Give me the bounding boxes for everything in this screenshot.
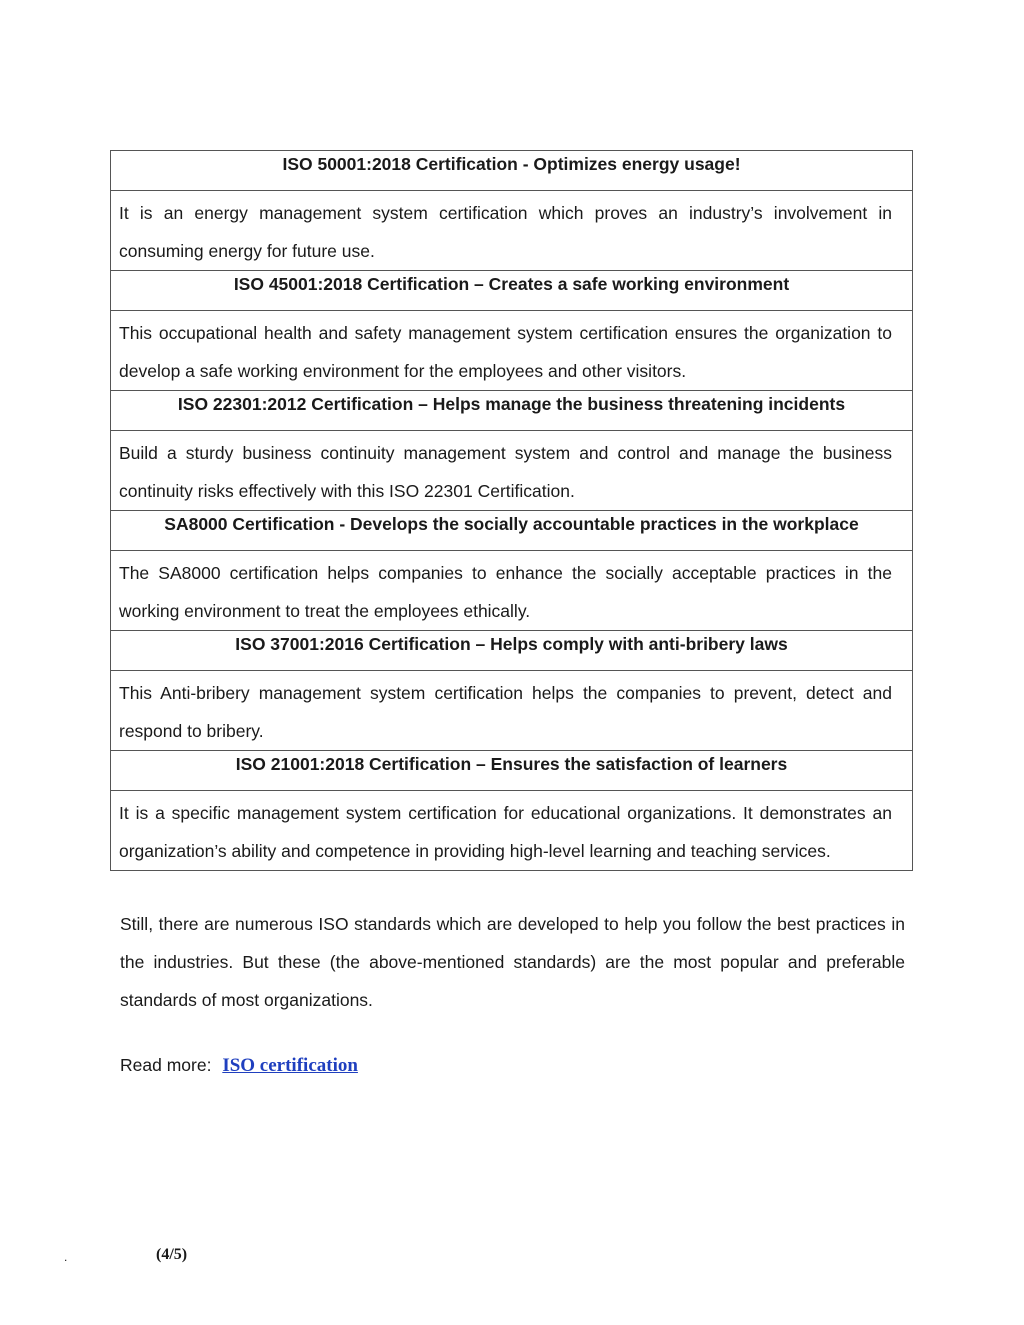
section-description: It is a specific management system certification for educational organizations. It demonstrates an organization’s ability and competence in providing high-level learning and teaching services. xyxy=(111,791,913,871)
table-row xyxy=(111,151,913,191)
table-row xyxy=(111,791,913,871)
footer-dot: . xyxy=(64,1250,68,1264)
section-description: It is an energy management system certification which proves an industry’s involvement in consuming energy for future use. xyxy=(111,191,913,271)
section-title: ISO 50001:2018 Certification - Optimizes energy usage! xyxy=(111,151,913,191)
table-row xyxy=(111,551,913,631)
page-number: (4/5) xyxy=(156,1246,188,1263)
table-row xyxy=(111,631,913,671)
section-description: Build a sturdy business continuity management system and control and manage the business continuity risks effectively with this ISO 22301 Certification. xyxy=(111,431,913,511)
section-title: ISO 21001:2018 Certification – Ensures the satisfaction of learners xyxy=(111,751,913,791)
section-description: This Anti-bribery management system certification helps the companies to prevent, detect and respond to bribery. xyxy=(111,671,913,751)
summary-paragraph: Still, there are numerous ISO standards which are developed to help you follow the best practices in the industries. But these (the above-mentioned standards) are the most popular and preferable standards of most organizations. xyxy=(120,914,905,1010)
section-title: ISO 37001:2016 Certification – Helps comply with anti-bribery laws xyxy=(111,631,913,671)
table-row xyxy=(111,391,913,431)
section-title: SA8000 Certification - Develops the socially accountable practices in the workplace xyxy=(111,511,913,551)
table-row xyxy=(111,511,913,551)
table-row xyxy=(111,311,913,391)
table-row xyxy=(111,191,913,271)
iso-certification-link[interactable]: ISO certification xyxy=(222,1055,358,1076)
table-row xyxy=(111,671,913,751)
read-more xyxy=(120,1050,358,1081)
section-description: This occupational health and safety management system certification ensures the organization to develop a safe working environment for the employees and other visitors. xyxy=(111,311,913,391)
certification-table xyxy=(110,150,913,871)
table-row xyxy=(111,271,913,311)
table-row xyxy=(111,751,913,791)
section-title: ISO 22301:2012 Certification – Helps manage the business threatening incidents xyxy=(111,391,913,431)
read-more-label: Read more: xyxy=(120,1055,212,1075)
section-description: The SA8000 certification helps companies to enhance the socially acceptable practices in the working environment to treat the employees ethically. xyxy=(111,551,913,631)
section-title: ISO 45001:2018 Certification – Creates a safe working environment xyxy=(111,271,913,311)
table-row xyxy=(111,431,913,511)
